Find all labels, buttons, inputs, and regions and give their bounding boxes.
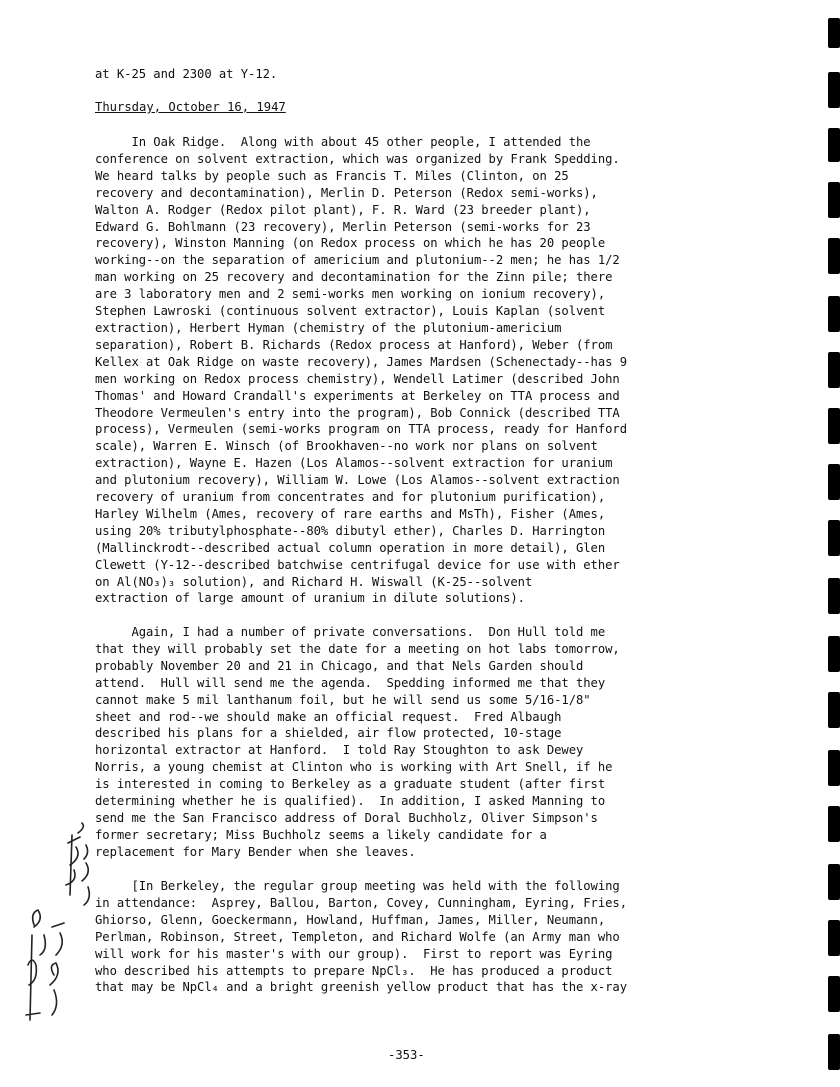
binding-mark [828, 128, 840, 162]
intro-line: at K-25 and 2300 at Y-12. [95, 67, 278, 81]
binding-mark [828, 18, 840, 48]
page-number: -353- [388, 1048, 425, 1062]
binding-mark [828, 692, 840, 728]
binding-mark [828, 464, 840, 500]
binding-mark [828, 806, 840, 842]
binding-mark [828, 520, 840, 556]
binding-mark [828, 238, 840, 274]
binding-mark [828, 182, 840, 218]
paragraph-3: [In Berkeley, the regular group meeting was held with the following in attendance: Asprey, Ballou, Barton, Covey, Cunningham, Eyring, Fries, Ghiorso, Glenn, Goeckermann, Howland, Huffman, James, Miller, Neumann, Perlman, Robinson, Street, Templeton, and Richard Wolfe (an Army man who will work for his master's with our group). First to report was Eyring who described his attempts to prepare NpCl₃. He has produced a product that may be NpCl₄ and a bright greenish yellow product that has the x-ray [95, 879, 627, 995]
binding-mark [828, 976, 840, 1012]
binding-mark [828, 352, 840, 388]
date-heading: Thursday, October 16, 1947 [95, 100, 286, 114]
binding-mark [828, 750, 840, 786]
paragraph-2: Again, I had a number of private conversations. Don Hull told me that they will probably set the date for a meeting on hot labs tomorrow, probably November 20 and 21 in Chicago, and that Nels Garden should attend. Hull will send me the agenda. Spedding informed me that they cannot make 5 mil lanthanum foil, but he will send us some 5/16-1/8" sheet and rod--we should make an official request. Fred Albaugh described his plans for a shielded, air flow protected, 10-stage horizontal extractor at Hanford. I told Ray Stoughton to ask Dewey Norris, a young chemist at Clinton who is working with Art Snell, if he is interested in coming to Berkeley as a graduate student (after first determining whether he is qualified). In addition, I asked Manning to send me the San Francisco address of Doral Buchholz, Oliver Simpson's former secretary; Miss Buchholz seems a likely candidate for a replacement for Mary Bender when she leaves. [95, 625, 620, 859]
binding-mark [828, 296, 840, 332]
binding-mark [828, 636, 840, 672]
binding-mark [828, 920, 840, 956]
binding-mark [828, 864, 840, 900]
handwritten-note [20, 815, 95, 1025]
binding-mark [828, 1034, 840, 1070]
binding-mark [828, 72, 840, 108]
paragraph-1: In Oak Ridge. Along with about 45 other people, I attended the conference on solvent extraction, which was organized by Frank Spedding. We heard talks by people such as Francis T. Miles (Clinton, on 25 recovery and decontamination), Merlin D. Peterson (Redox semi-works), Walton A. Rodger (Redox pilot plant), F. R. Ward (23 breeder plant), Edward G. Bohlmann (23 recovery), Merlin Peterson (semi-works for 23 recovery), Winston Manning (on Redox process on which he has 20 people working--on the separation of americium and plutonium--2 men; he has 1/2 man working on 25 recovery and decontamination for the Zinn pile; there are 3 laboratory men and 2 semi-works men working on ionium recovery), Stephen Lawroski (continuous solvent extractor), Louis Kaplan (solvent extraction), Herbert Hyman (chemistry of the plutonium-americium separation), Robert B. Richards (Redox process at Hanford), Weber (from Kellex at Oak Ridge on waste recovery), James Mardsen (Schenectady--has 9 men working on Redox process chemistry), Wendell Latimer (described John Thomas' and Howard Crandall's experiments at Berkeley on TTA process and Theodore Vermeulen's entry into the program), Bob Connick (described TTA process), Vermeulen (semi-works program on TTA process, ready for Hanford scale), Warren E. Winsch (of Brookhaven--no work nor plans on solvent extraction), Wayne E. Hazen (Los Alamos--solvent extraction for uranium and plutonium recovery), William W. Lowe (Los Alamos--solvent extraction recovery of uranium from concentrates and for plutonium purification), Harley Wilhelm (Ames, recovery of rare earths and MsTh), Fisher (Ames, using 20% tributylphosphate--80% dibutyl ether), Charles D. Harrington (Mallinckrodt--described actual column operation in more detail), Glen Clewett (Y-12--described batchwise centrifugal device for use with ether on Al(NO₃)₃ solution), and Richard H. Wiswall (K-25--solvent extraction of large amount of uranium in dilute solutions). [95, 135, 627, 606]
binding-mark [828, 578, 840, 614]
binding-mark [828, 408, 840, 444]
